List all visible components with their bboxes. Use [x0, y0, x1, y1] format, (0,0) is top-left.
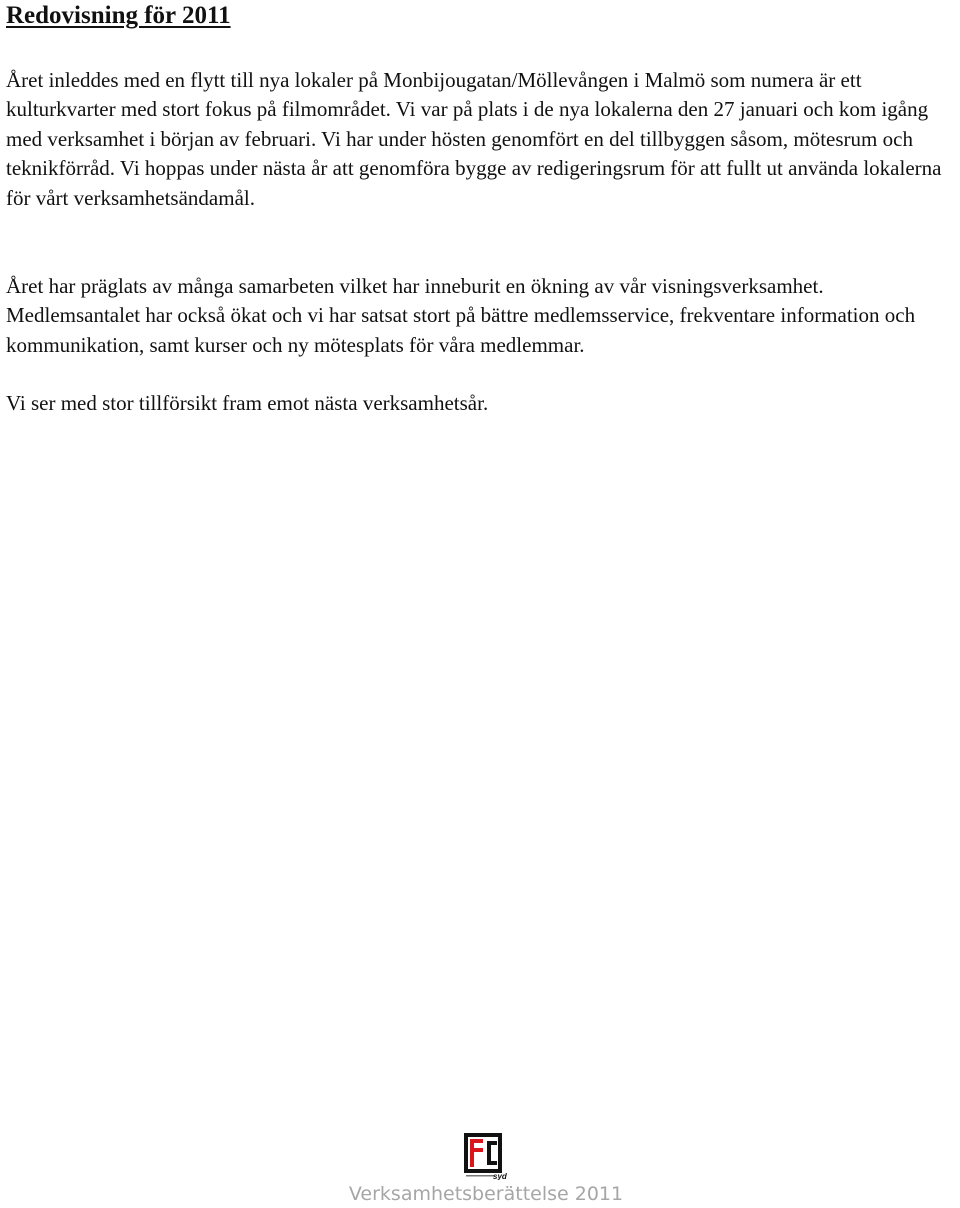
paragraph-intro: Året inleddes med en flytt till nya lokaler på Monbijougatan/Möllevången i Malmö som numera är ett kulturkvarter med stort fokus på filmområdet. Vi var på plats i de nya lokalerna den 27 januari och kom igång med verksamhet i början av februari. Vi har under hösten genomfört en del tillbyggen såsom, mötesrum och teknikförråd. Vi hoppas under nästa år att genomföra bygge av redigeringsrum för att fullt ut använda lokalerna för vårt verksamhetsändamål. [6, 68, 942, 210]
logo-graphic [463, 1132, 507, 1180]
footer-text: Verksamhetsberättelse 2011 [348, 1183, 624, 1205]
fc-syd-logo-icon [463, 1132, 507, 1180]
paragraph-collaborations: Året har präglats av många samarbeten vilket har inneburit en ökning av vår visningsverksamhet. Medlemsantalet har också ökat och vi har satsat stort på bättre medlemsservice, frekventare information och kommunikation, samt kurser och ny mötesplats för våra medlemmar. [6, 274, 916, 357]
logo-syd-text: syd [493, 1172, 507, 1180]
paragraph-closing: Vi ser med stor tillförsikt fram emot nästa verksamhetsår. [6, 391, 489, 415]
page-title: Redovisning för 2011 [6, 2, 231, 29]
logo-f-gap-bottom [474, 1152, 483, 1167]
logo-caption-line [466, 1175, 494, 1177]
logo-f-gap-top [474, 1143, 483, 1148]
